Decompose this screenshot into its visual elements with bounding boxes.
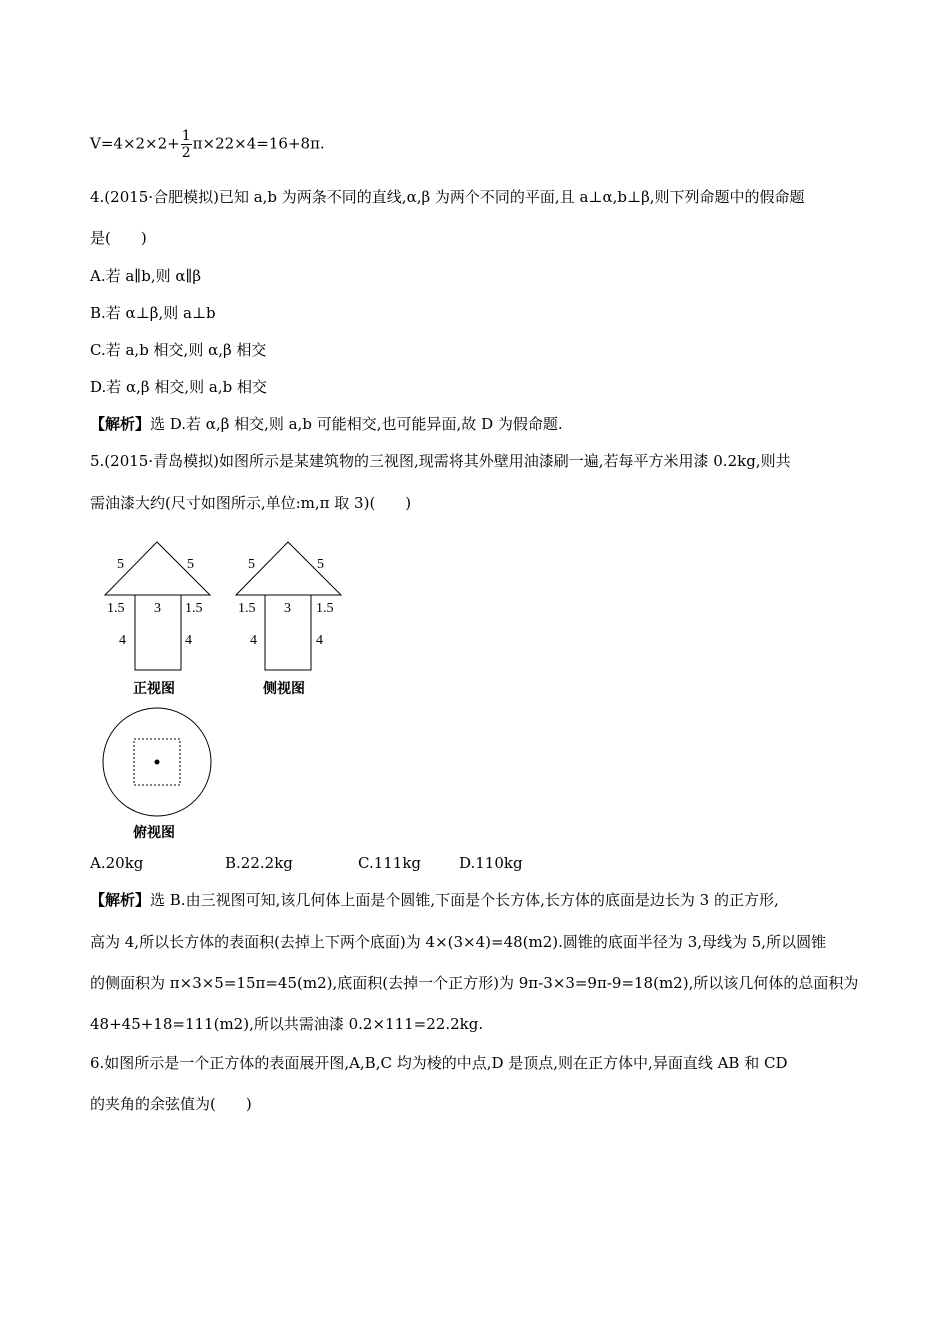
front-slant-left-label: 5 [117,557,124,572]
side-left-height-label: 4 [250,633,257,648]
fraction-denominator: 2 [181,145,191,161]
top-view-caption: 俯视图 [133,825,175,841]
front-left-overhang-label: 1.5 [107,601,125,616]
q4-option-d: D.若 α,β 相交,则 a,b 相交 [90,378,267,396]
analysis-tag: 【解析】 [90,891,151,909]
front-right-height-label: 4 [185,633,192,648]
q5-stem-line2: 需油漆大约(尺寸如图所示,单位:m,π 取 3)( ) [90,494,412,512]
q5-option-c: C.111kg [358,854,422,872]
fraction-numerator: 1 [181,128,191,144]
q5-analysis-line1 [90,890,779,910]
analysis-text: 选 B.由三视图可知,该几何体上面是个圆锥,下面是个长方体,长方体的底面是边长为 3 的正方形, [150,891,779,909]
side-view-caption: 侧视图 [263,681,305,697]
front-right-overhang-label: 1.5 [185,601,203,616]
front-left-height-label: 4 [119,633,126,648]
q4-option-c: C.若 a,b 相交,则 α,β 相交 [90,341,267,359]
fraction [181,128,192,161]
q5-analysis-line2: 高为 4,所以长方体的表面积(去掉上下两个底面)为 4×(3×4)=48(m2).圆锥的底面半径为 3,母线为 5,所以圆锥 [90,933,827,951]
front-width-label: 3 [154,601,161,616]
front-view [105,542,210,697]
side-left-overhang-label: 1.5 [238,601,256,616]
side-right-height-label: 4 [316,633,323,648]
formula-pre: V=4×2×2+ [90,134,180,153]
top-view [103,708,211,841]
q4-stem-line2: 是( ) [90,229,147,247]
analysis-tag: 【解析】 [90,415,151,433]
three-view-figure [95,530,355,850]
side-width-label: 3 [284,601,291,616]
q4-option-a: A.若 a∥b,则 α∥β [90,267,202,285]
q4-option-b: B.若 α⊥β,则 a⊥b [90,304,216,322]
q5-option-b: B.22.2kg [225,854,293,872]
formula-post: π×22×4=16+8π. [192,134,325,153]
q6-stem-line1: 6.如图所示是一个正方体的表面展开图,A,B,C 均为棱的中点,D 是顶点,则在正方体中,异面直线 AB 和 CD [90,1054,788,1072]
q5-option-d: D.110kg [459,854,523,872]
q5-analysis-line3: 的侧面积为 π×3×5=15π=45(m2),底面积(去掉一个正方形)为 9π-3×3=9π-9=18(m2),所以该几何体的总面积为 [90,974,859,992]
front-view-caption: 正视图 [133,681,175,697]
q5-analysis-line4: 48+45+18=111(m2),所以共需油漆 0.2×111=22.2kg. [90,1015,484,1033]
side-right-overhang-label: 1.5 [316,601,334,616]
q5-stem-line1: 5.(2015·青岛模拟)如图所示是某建筑物的三视图,现需将其外壁用油漆刷一遍,若每平方米用漆 0.2kg,则共 [90,452,791,470]
analysis-text: 选 D.若 α,β 相交,则 a,b 可能相交,也可能异面,故 D 为假命题. [150,415,563,433]
q4-analysis [90,414,563,434]
side-slant-left-label: 5 [248,557,255,572]
side-view [236,542,341,697]
volume-formula [90,128,325,161]
front-slant-right-label: 5 [187,557,194,572]
q4-stem-line1: 4.(2015·合肥模拟)已知 a,b 为两条不同的直线,α,β 为两个不同的平面,且 a⊥α,b⊥β,则下列命题中的假命题 [90,188,805,206]
q5-option-a: A.20kg [90,854,144,872]
side-slant-right-label: 5 [317,557,324,572]
q6-stem-line2: 的夹角的余弦值为( ) [90,1095,252,1113]
